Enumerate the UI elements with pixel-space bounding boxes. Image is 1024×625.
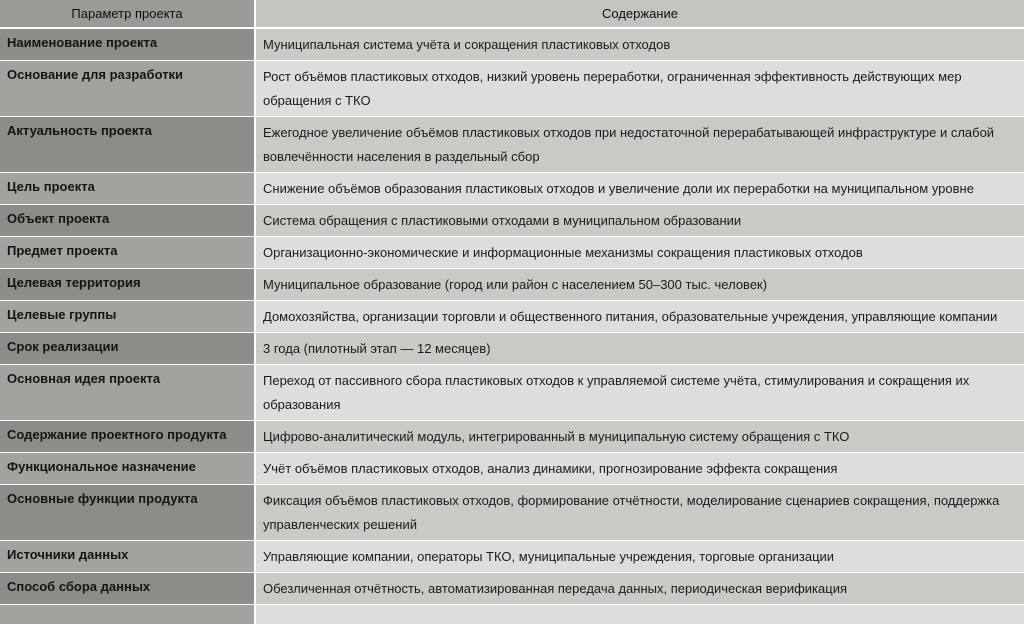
row-parameter-empty xyxy=(0,605,255,625)
row-content: Управляющие компании, операторы ТКО, муниципальные учреждения, торговые организации xyxy=(255,541,1024,573)
row-content-empty xyxy=(255,605,1024,625)
row-parameter: Объект проекта xyxy=(0,205,255,237)
table-row xyxy=(0,237,1024,269)
row-content: 3 года (пилотный этап — 12 месяцев) xyxy=(255,333,1024,365)
row-content: Ежегодное увеличение объёмов пластиковых отходов при недостаточной перерабатывающей инфраструктуре и слабой вовлечённости населения в раздельный сбор xyxy=(255,117,1024,173)
row-content: Обезличенная отчётность, автоматизированная передача данных, периодическая верификация xyxy=(255,573,1024,605)
row-content: Снижение объёмов образования пластиковых отходов и увеличение доли их переработки на муниципальном уровне xyxy=(255,173,1024,205)
row-content: Домохозяйства, организации торговли и общественного питания, образовательные учреждения, управляющие компании xyxy=(255,301,1024,333)
row-parameter: Функциональное назначение xyxy=(0,453,255,485)
row-parameter: Основание для разработки xyxy=(0,61,255,117)
header-parameter: Параметр проекта xyxy=(0,0,255,28)
row-parameter: Наименование проекта xyxy=(0,28,255,61)
table-row xyxy=(0,301,1024,333)
table-row xyxy=(0,573,1024,605)
table-header-row xyxy=(0,0,1024,28)
header-content: Содержание xyxy=(255,0,1024,28)
row-parameter: Актуальность проекта xyxy=(0,117,255,173)
table-row xyxy=(0,365,1024,421)
row-parameter: Основные функции продукта xyxy=(0,485,255,541)
table-row xyxy=(0,421,1024,453)
row-content: Организационно-экономические и информационные механизмы сокращения пластиковых отходов xyxy=(255,237,1024,269)
row-content: Система обращения с пластиковыми отходами в муниципальном образовании xyxy=(255,205,1024,237)
table-row-cut-off xyxy=(0,605,1024,625)
table-row xyxy=(0,28,1024,61)
table-row xyxy=(0,453,1024,485)
table-row xyxy=(0,269,1024,301)
table-row xyxy=(0,541,1024,573)
table-row xyxy=(0,61,1024,117)
row-parameter: Источники данных xyxy=(0,541,255,573)
row-content: Муниципальная система учёта и сокращения пластиковых отходов xyxy=(255,28,1024,61)
row-content: Учёт объёмов пластиковых отходов, анализ динамики, прогнозирование эффекта сокращения xyxy=(255,453,1024,485)
row-parameter: Способ сбора данных xyxy=(0,573,255,605)
row-parameter: Основная идея проекта xyxy=(0,365,255,421)
table-row xyxy=(0,205,1024,237)
row-parameter: Содержание проектного продукта xyxy=(0,421,255,453)
row-content: Переход от пассивного сбора пластиковых отходов к управляемой системе учёта, стимулирования и сокращения их образования xyxy=(255,365,1024,421)
row-content: Фиксация объёмов пластиковых отходов, формирование отчётности, моделирование сценариев сокращения, поддержка управленческих решений xyxy=(255,485,1024,541)
row-parameter: Цель проекта xyxy=(0,173,255,205)
row-parameter: Целевая территория xyxy=(0,269,255,301)
row-content: Рост объёмов пластиковых отходов, низкий уровень переработки, ограниченная эффективность действующих мер обращения с ТКО xyxy=(255,61,1024,117)
table-row xyxy=(0,117,1024,173)
row-parameter: Предмет проекта xyxy=(0,237,255,269)
table-row xyxy=(0,173,1024,205)
table-row xyxy=(0,485,1024,541)
row-content: Муниципальное образование (город или район с населением 50–300 тыс. человек) xyxy=(255,269,1024,301)
table-row xyxy=(0,333,1024,365)
row-content: Цифрово-аналитический модуль, интегрированный в муниципальную систему обращения с ТКО xyxy=(255,421,1024,453)
row-parameter: Срок реализации xyxy=(0,333,255,365)
row-parameter: Целевые группы xyxy=(0,301,255,333)
